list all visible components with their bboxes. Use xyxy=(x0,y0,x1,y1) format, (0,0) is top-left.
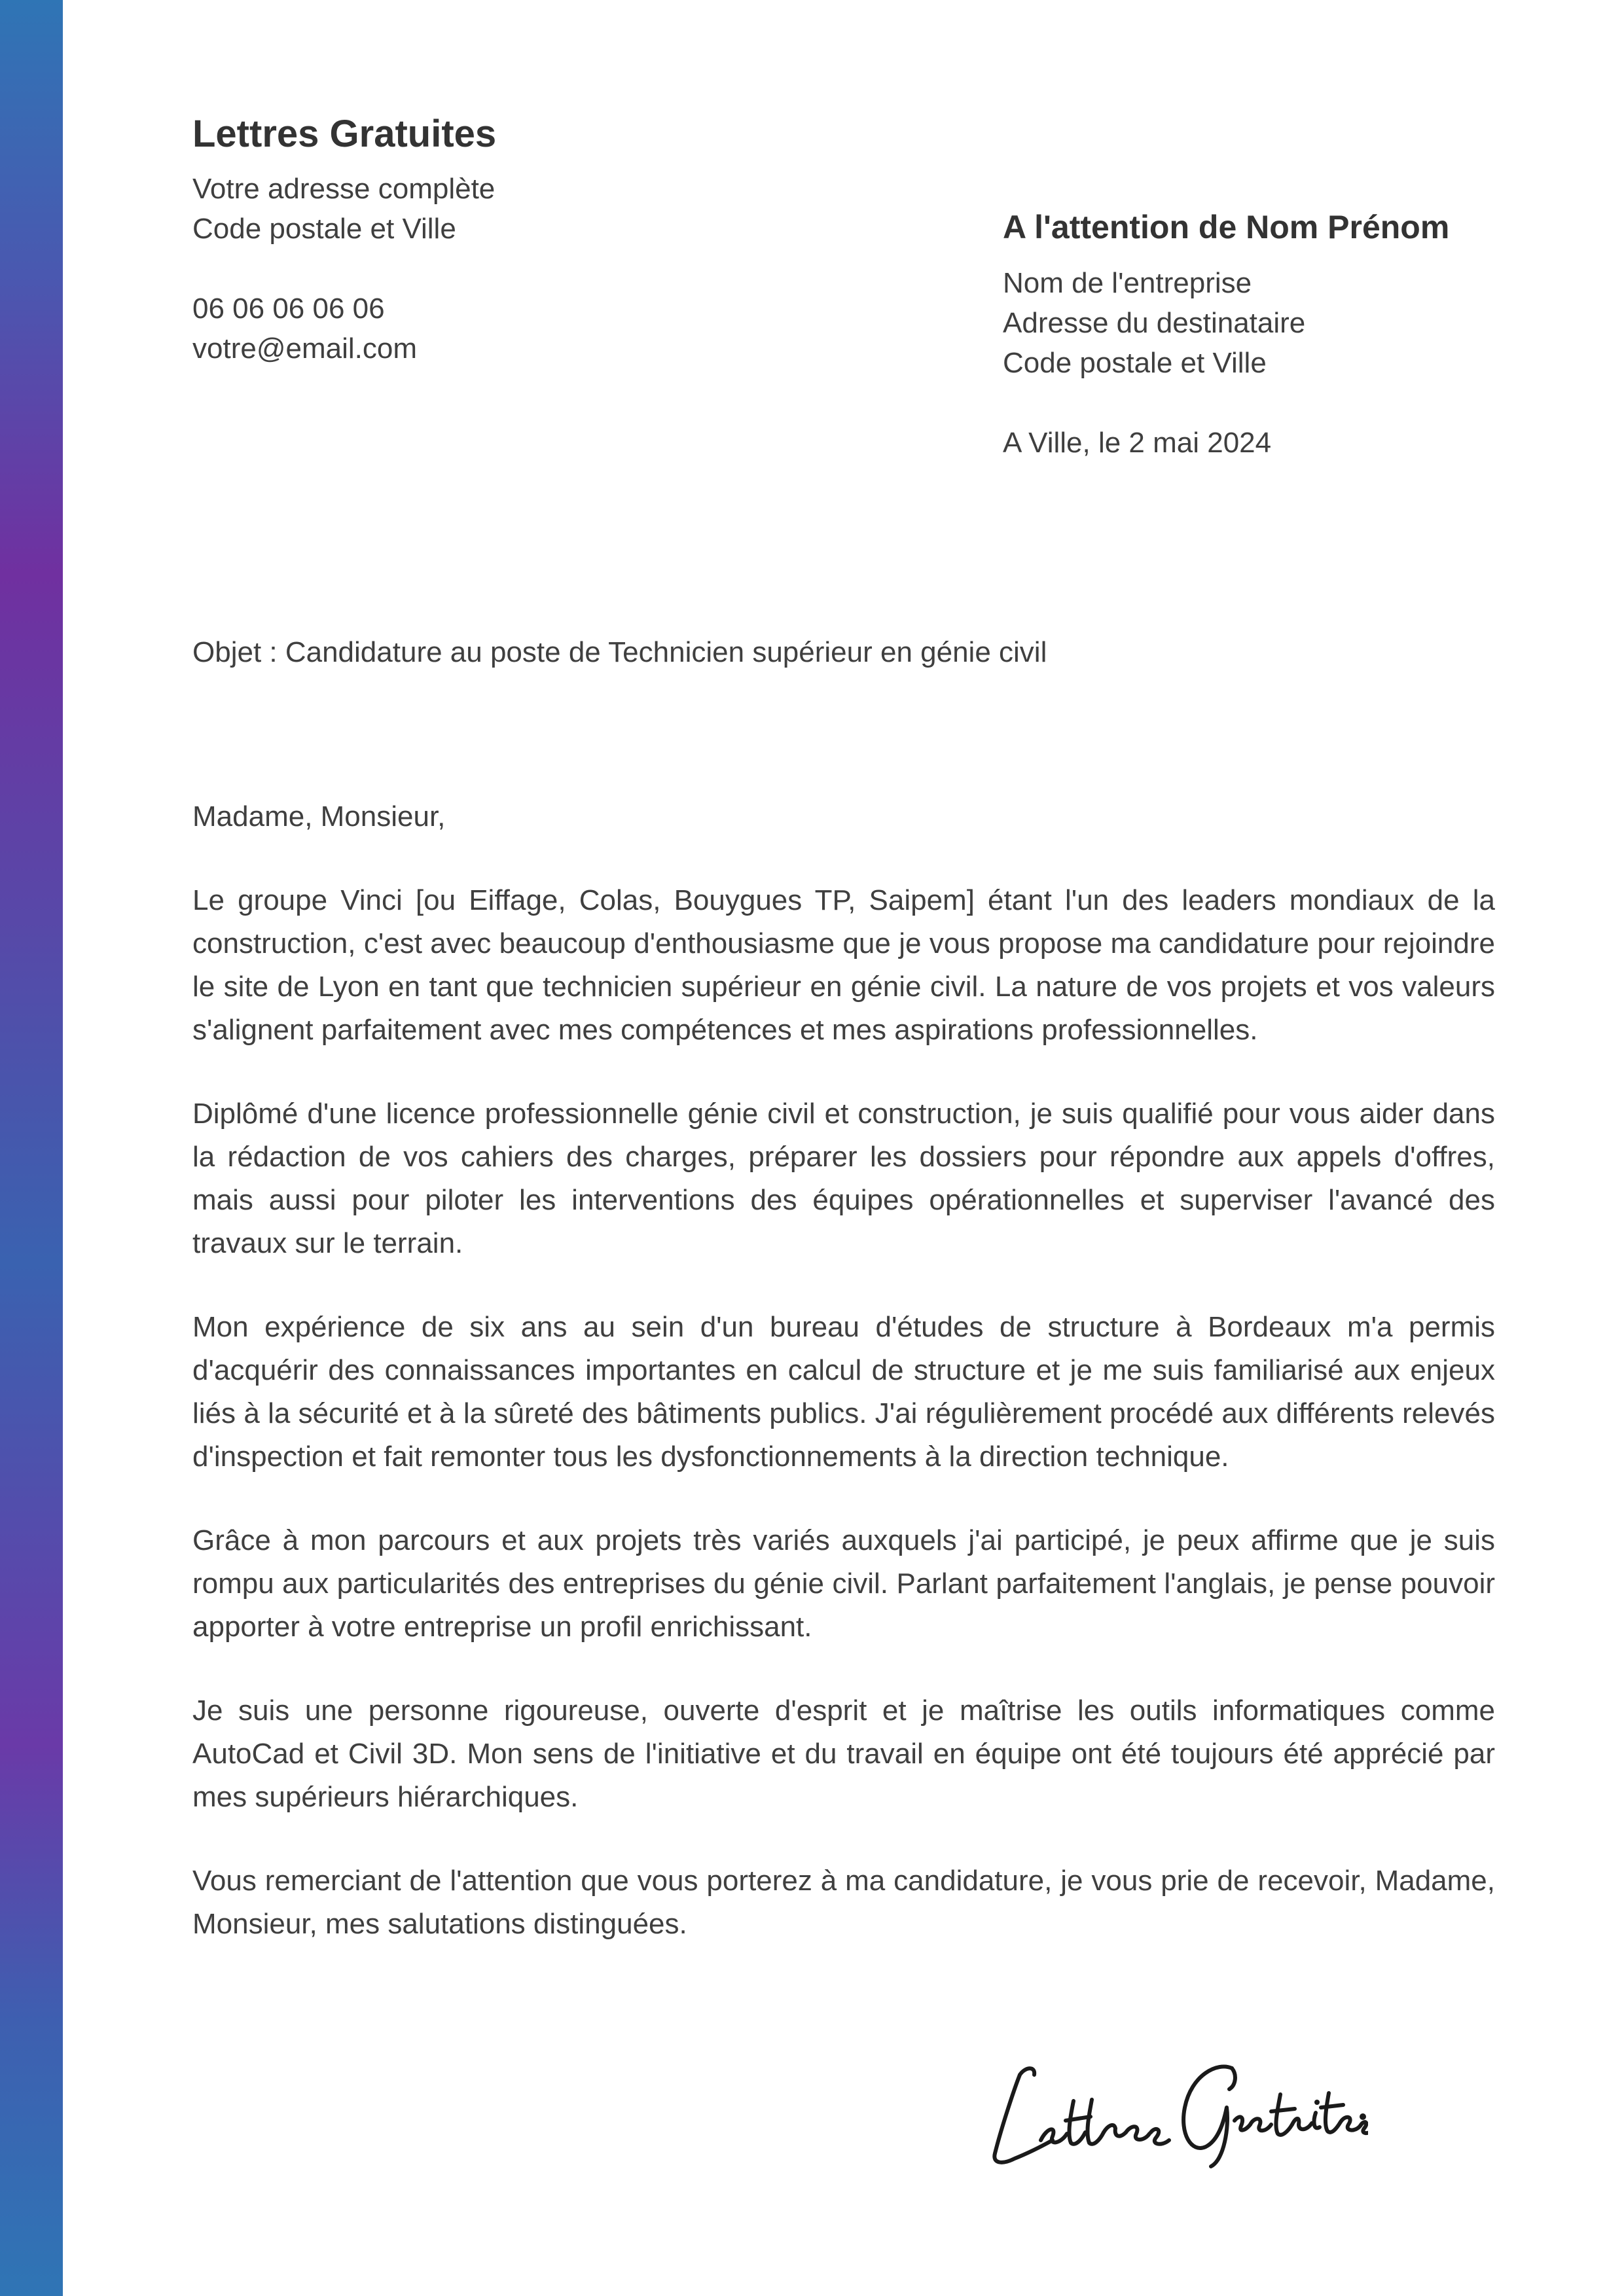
decorative-side-band xyxy=(0,0,63,2296)
recipient-block xyxy=(1003,203,1592,463)
sender-address: Votre adresse complète xyxy=(192,173,496,205)
body-paragraph: Vous remerciant de l'attention que vous porterez à ma candidature, je vous prie de recevoir, Madame, Monsieur, mes salutations distinguées. xyxy=(192,1865,1495,1940)
letter-body xyxy=(192,795,1495,1986)
sender-block xyxy=(192,105,782,368)
letter-greeting: Madame, Monsieur, xyxy=(192,800,446,833)
body-paragraph: Grâce à mon parcours et aux projets très variés auxquels j'ai participé, je peux affirme que je suis rompu aux particularités des entreprises du génie civil. Parlant parfaitement l'anglais, je pense pouvoir apporter à votre entreprise un profil enrichissant. xyxy=(192,1524,1495,1643)
body-paragraph: Mon expérience de six ans au sein d'un bureau d'études de structure à Bordeaux m'a permis d'acquérir des connaissances importantes en calcul de structure et je me suis familiarisé aux enjeux liés à la sécurité et à la sûreté des bâtiments publics. J'ai régulièrement procédé aux différents relevés d'inspection et fait remonter tous les dysfonctionnements à la direction technique. xyxy=(192,1311,1495,1473)
sender-name: Lettres Gratuites xyxy=(192,113,497,155)
body-paragraph: Diplômé d'une licence professionnelle génie civil et construction, je suis qualifié pour vous aider dans la rédaction de vos cahiers des charges, préparer les dossiers pour répondre aux appels d'offres, mais aussi pour piloter les interventions des équipes opérationnelles et superviser l'avancé des travaux sur le terrain. xyxy=(192,1098,1495,1259)
recipient-address: Adresse du destinataire xyxy=(1003,307,1306,339)
sender-email: votre@email.com xyxy=(192,332,417,365)
sender-city: Code postale et Ville xyxy=(192,213,456,245)
body-paragraph: Le groupe Vinci [ou Eiffage, Colas, Bouygues TP, Saipem] étant l'un des leaders mondiaux de la construction, c'est avec beaucoup d'enthousiasme que je vous propose ma candidature pour rejoindre le site de Lyon en tant que technicien supérieur en génie civil. La nature de vos projets et vos valeurs s'alignent parfaitement avec mes compétences et mes aspirations professionnelles. xyxy=(192,884,1495,1046)
letter-subject: Objet : Candidature au poste de Technicien supérieur en génie civil xyxy=(192,636,1047,668)
letter-date: A Ville, le 2 mai 2024 xyxy=(1003,427,1272,459)
recipient-attention: A l'attention de Nom Prénom xyxy=(1003,209,1450,245)
handwritten-signature xyxy=(975,2049,1368,2179)
recipient-city: Code postale et Ville xyxy=(1003,347,1267,379)
recipient-company: Nom de l'entreprise xyxy=(1003,267,1252,299)
sender-phone: 06 06 06 06 06 xyxy=(192,293,385,325)
body-paragraph: Je suis une personne rigoureuse, ouverte d'esprit et je maîtrise les outils informatiques comme AutoCad et Civil 3D. Mon sens de l'initiative et du travail en équipe ont été toujours été apprécié par mes supérieurs hiérarchiques. xyxy=(192,1695,1495,1813)
